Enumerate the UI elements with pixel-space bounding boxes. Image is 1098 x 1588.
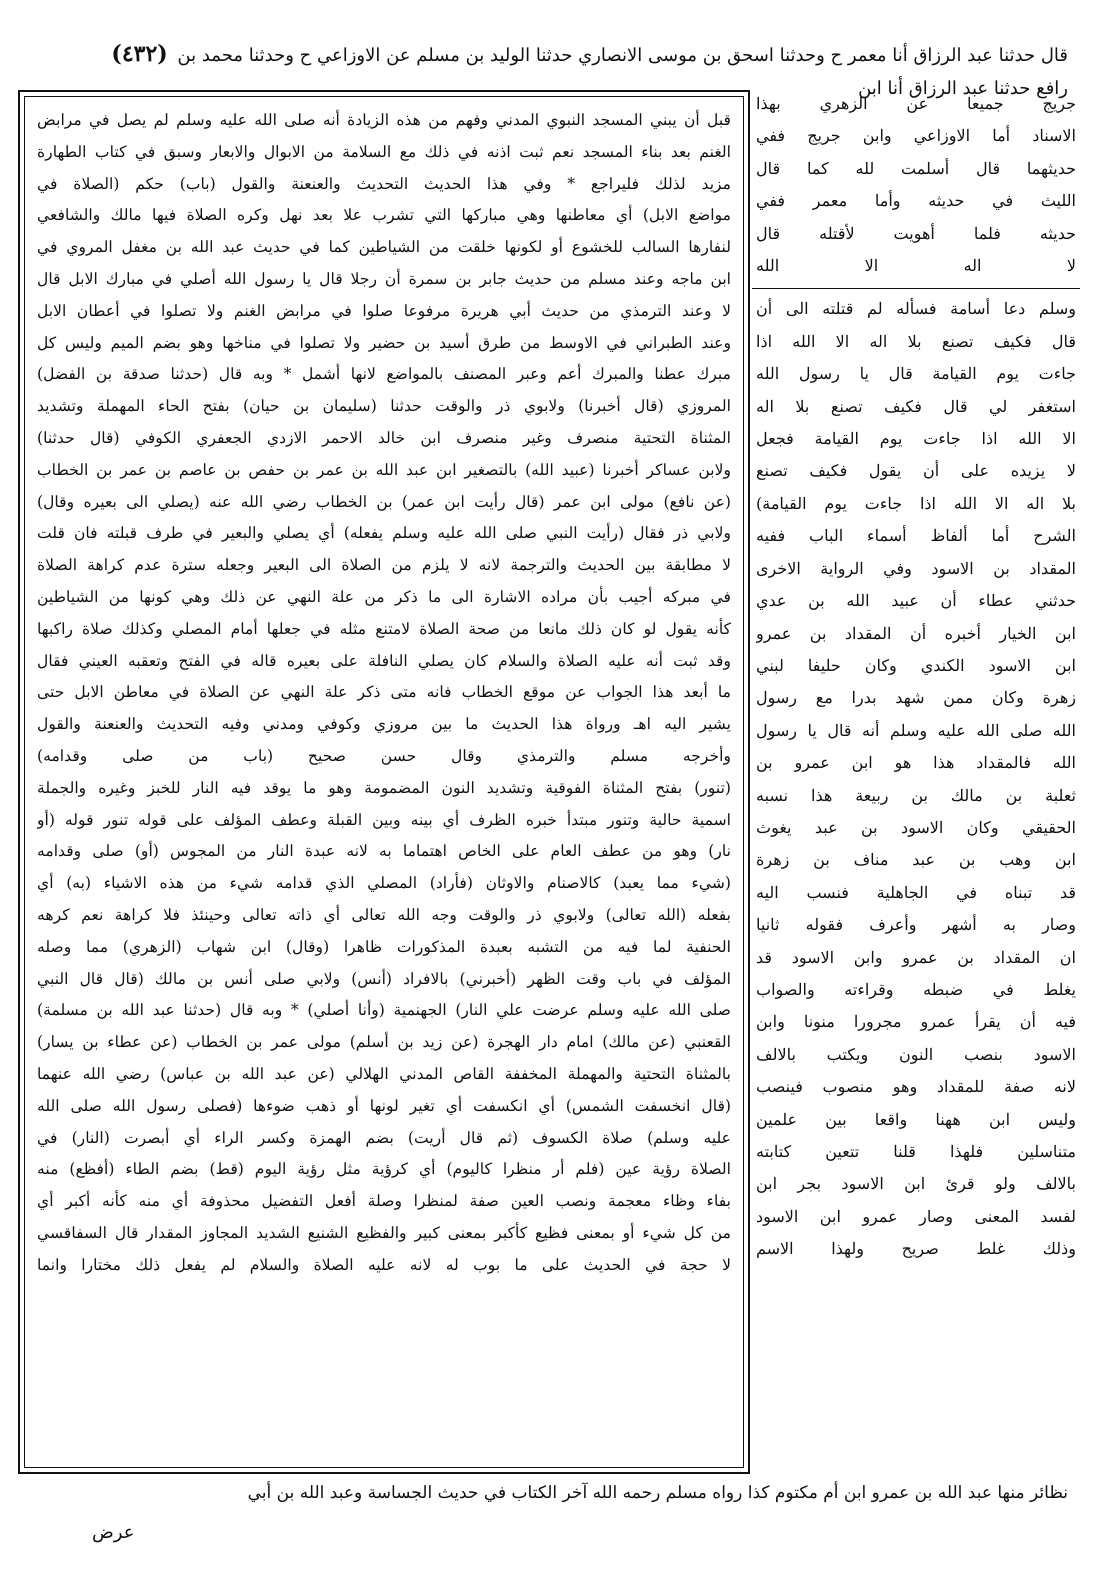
commentary-line: من كل شيء أو بمعنى فظيع كأكبر بمعنى كبير والفظيع الشنيع الشديد المجاوز المقدار قال السفاقسي [37,1223,731,1242]
side-line: زهرة وكان ممن شهد بدرا مع رسول [756,688,1076,708]
commentary-line: ابن ماجه وعند مسلم من حديث جابر بن سمرة أن رجلا قال يا رسول الله أصلي في مبارك الابل قال [37,269,731,288]
side-line: فيه أن يقرأ عمرو مجرورا منونا وابن [756,1012,1076,1032]
header-line: رافع حدثنا عبد الرزاق أنا ابن [858,78,1068,99]
side-line: الله فالمقداد هذا هو ابن عمرو بن [756,753,1076,773]
commentary-text [24,96,744,1468]
side-line: قد تبناه في الجاهلية فنسب اليه [756,882,1076,902]
side-line: قال فكيف تصنع بلا اله الا الله اذا [756,331,1076,351]
commentary-line: لا حجة في الحديث على ما بوب له لانه عليه الصلاة والسلام لم يفعل ذلك مختارا وانما [37,1255,731,1274]
side-line: الا الله اذا جاءت يوم القيامة فجعل [756,429,1076,449]
side-line: المقداد بن الاسود وفي الرواية الاخرى [756,558,1076,578]
commentary-line: لا مطابقة بين الحديث والترجمة لانه لا يلزم من الصلاة الى البعير وجعله سترة عدم كراهة الصلاة [37,556,731,575]
side-line: حديثه فلما أهويت لأقتله قال [756,223,1076,243]
side-column-bottom [752,289,1080,1265]
commentary-line: (قال انخسفت الشمس) أي انكسفت أي تغير لونها أو ذهب ضوءها (فصلى رسول الله صلى الله [37,1096,731,1115]
side-line: وليس ابن ههنا واقعا بين علمين [756,1109,1076,1129]
side-line: ابن الاسود الكندي وكان حليفا لبني [756,655,1076,675]
side-line: ثعلبة بن مالك بن ربيعة هذا نسبه [756,785,1076,805]
side-line: استغفر لي قال فكيف تصنع بلا اله [756,396,1076,416]
commentary-line: لا وعند الترمذي من حديث أبي هريرة مرفوعا صلوا في مرابض الغنم ولا تصلوا في أعطان الابل [37,301,731,320]
commentary-line: الصلاة رؤية عين (فلم أر منظرا كاليوم) أي كرؤية مثل رؤية اليوم (قط) بضم الطاء (أفظع) منه [37,1160,731,1179]
commentary-line: (شيء مما يعبد) كالاصنام والاوثان (فأراد) المصلي الذي قدامه شيء من هذه الاشياء (به) أي [37,874,731,893]
catchword: عرض [92,1522,135,1543]
commentary-line: المثناة التحتية منصرف وغير منصرف ابن خالد الاحمر الازدي الجعفري الكوفي (قال حدثنا) [37,428,731,447]
commentary-line: وعند الطبراني في الاوسط من طرق أسيد بن حضير ولا تصلوا في مناخها وهو بضم الميم وليس كل [37,333,731,352]
side-line: جريج جميعا عن الزهري بهذا [756,94,1076,113]
side-line: بلا اله الا الله اذا جاءت يوم القيامة) [756,493,1076,513]
side-line: لانه صفة للمقداد وهو منصوب فينصب [756,1077,1076,1097]
side-line: لا اله الا الله [756,256,1076,276]
side-line: الشرح أما ألفاظ أسماء الباب ففيه [756,526,1076,546]
commentary-line: المؤلف في باب وقت الظهر (أخبرني) بالافراد (أنس) ولابي صلى أنس بن مالك (قال قال النبي [37,969,731,988]
footer-line: نظائر منها عبد الله بن عمرو ابن أم مكتوم كذا رواه مسلم رحمه الله آخر الكتاب في حديث الجساسة وعبد الله بن أبي [247,1483,1068,1503]
side-line: بالالف ولو قرئ ابن الاسود بجر ابن [756,1174,1076,1194]
side-line: وسلم دعا أسامة فسأله لم قتلته الى أن [756,299,1076,319]
page-number: (٤٣٢) [111,41,168,67]
commentary-line: قبل أن يبني المسجد النبوي المدني وفهم من هذه الزيادة أنه صلى الله عليه وسلم لم يصل في مرابض [37,111,731,129]
side-line: وصار به أشهر وأعرف فقوله ثانيا [756,915,1076,935]
commentary-line: ما أبعد هذا الجواب عن موقع الخطاب فانه متى ذكر علة النهي عن الصلاة في معاطن الابل حتى [37,683,731,702]
side-line: ان المقداد بن عمرو وابن الاسود قد [756,947,1076,967]
side-column [752,86,1080,1476]
commentary-line: مزيد لذلك فليراجع * وفي هذا الحديث التحديث والعنعنة والقول (باب) حكم (الصلاة في [37,174,731,193]
commentary-line: يشير اليه اهـ ورواة هذا الحديث ما بين مروزي وكوفي ومدني وفيه التحديث والعنعنة والقول [37,715,731,734]
header-line [30,38,1068,72]
side-line: لا يزيده على أن يقول فكيف تصنع [756,461,1076,481]
commentary-line: صلى الله عليه وسلم عرضت علي النار) الجهنمية (وأنا أصلي) * وبه قال (حدثنا عبد الله بن مسلمة) [37,1001,731,1020]
side-line: الليث في حديثه وأما معمر ففي [756,191,1076,211]
side-line: الاسود بنصب النون ويكتب بالالف [756,1044,1076,1064]
side-line: حديثهما قال أسلمت لله كما قال [756,158,1076,178]
commentary-line: اسمية حالية وتنور مبتدأ خبره الظرف أي بينه وبين القبلة وعطف المؤلف على قوله تنور قوله (أو [37,810,731,829]
commentary-line: القعنبي (عن مالك) امام دار الهجرة (عن زيد بن أسلم) مولى عمر بن الخطاب (عن عطاء بن يسار) [37,1033,731,1052]
commentary-line: ولابن عساكر أخبرنا (عبيد الله) بالتصغير ابن عبد الله بن عمر بن حفص بن عاصم بن عمر بن الخطاب [37,460,731,479]
commentary-line: بفعله (الله تعالى) ولابوي ذر والوقت وجه الله تعالى أي ذاته تعالى وحينئذ فلا كراهة نعم كرهه [37,905,731,924]
commentary-line: نار) وهو من عطف العام على الخاص اهتماما به لانه عبدة النار من المجوس (أو) صلى وقدامه [37,842,731,861]
side-line: جاءت يوم القيامة قال يا رسول الله [756,364,1076,384]
side-line: ابن الخيار أخبره أن المقداد بن عمرو [756,623,1076,643]
commentary-line: الحنفية لما فيه من التشبه بعبدة المذكورات ظاهرا (وقال) ابن شهاب (الزهري) مما وصله [37,937,731,956]
side-line: حدثني عطاء أن عبيد الله بن عدي [756,591,1076,611]
commentary-line: المروزي (قال أخبرنا) ولابوي ذر والوقت حدثنا (سليمان بن حيان) بفتح الحاء المهملة وتشديد [37,397,731,416]
side-line: الحقيقي وكان الاسود بن عبد يغوث [756,817,1076,837]
commentary-line: بفاء وظاء معجمة ونصب العين صفة لمنظرا وصلة أفعل التفضيل محذوفة أي منه كأنه أكبر أي [37,1192,731,1211]
commentary-frame [18,90,750,1474]
commentary-line: مبرك عطنا والمبرك أعم وعبر المصنف بالمواضع لانها أشمل * وبه قال (حدثنا صدقة بن الفضل) [37,365,731,384]
commentary-line: لنفارها السالب للخشوع أو لكونها خلقت من الشياطين كما في حديث عبد الله بن مغفل المروي في [37,238,731,257]
commentary-line: كأنه يقول لو كان ذلك مانعا من صحة الصلاة لامتنع مثله في جعلها أمام المصلي وكذلك صلاة راكبها [37,619,731,638]
commentary-line: (عن نافع) مولى ابن عمر (قال رأيت ابن عمر) بن الخطاب رضي الله عنه (يصلي الى بعيره وقال) [37,492,731,511]
commentary-line: (تنور) بفتح المثناة الفوقية وتشديد النون المضمومة وهو ما يوقد فيه النار للخبز وغيره والجملة [37,778,731,797]
side-line: متناسلين فلهذا قلنا تتعين كتابته [756,1142,1076,1161]
side-line: وذلك غلط صريح ولهذا الاسم [756,1239,1076,1259]
commentary-line: ولابي ذر فقال (رأيت النبي صلى الله عليه وسلم يفعله) أي يصلي والبعير في طرف قبلته فان قلت [37,524,731,543]
side-column-top [752,86,1080,289]
side-line: ابن وهب بن عبد مناف بن زهرة [756,850,1076,870]
side-line: يغلط في ضبطه وقراءته والصواب [756,979,1076,999]
commentary-line: مواضع الابل) أي معاطنها وهي مباركها التي تشرب علا بعد نهل وكره الصلاة فيها مالك والشافعي [37,206,731,225]
side-line: الاسناد أما الاوزاعي وابن جريج ففي [756,126,1076,146]
side-line: لفسد المعنى وصار عمرو ابن الاسود [756,1206,1076,1226]
commentary-line: عليه وسلم) صلاة الكسوف (ثم قال أريت) بضم الهمزة وكسر الراء أي أبصرت (النار) في [37,1128,731,1147]
commentary-line: وأخرجه مسلم والترمذي وقال حسن صحيح (باب من صلى وقدامه) [37,746,731,765]
commentary-line: في مبركه أجيب بأن مراده الاشارة الى ما ذكر من علة النهي عن ذلك وهي كونها من الشياطين [37,587,731,606]
commentary-line: بالمثناة التحتية والمهملة المخففة القاص المدني الهلالي (عن عبد الله بن عباس) رضي الله عنهما [37,1064,731,1083]
commentary-line: الغنم بعد بناء المسجد نعم ثبت اذنه في ذلك مع السلامة من الابوال والابعار وسبق في كتاب الطهارة [37,142,731,161]
header-text-1: قال حدثنا عبد الرزاق أنا معمر ح وحدثنا اسحق بن موسى الانصاري حدثنا الوليد بن مسلم عن الاوزاعي ح وحدثنا محمد بن [177,45,1068,66]
commentary-line: وقد ثبت أنه عليه الصلاة والسلام كان يصلي النافلة على بعيره قاله في الفتح وتعقبه العيني فقال [37,651,731,670]
side-line: الله صلى الله عليه وسلم أنه قال يا رسول [756,720,1076,740]
